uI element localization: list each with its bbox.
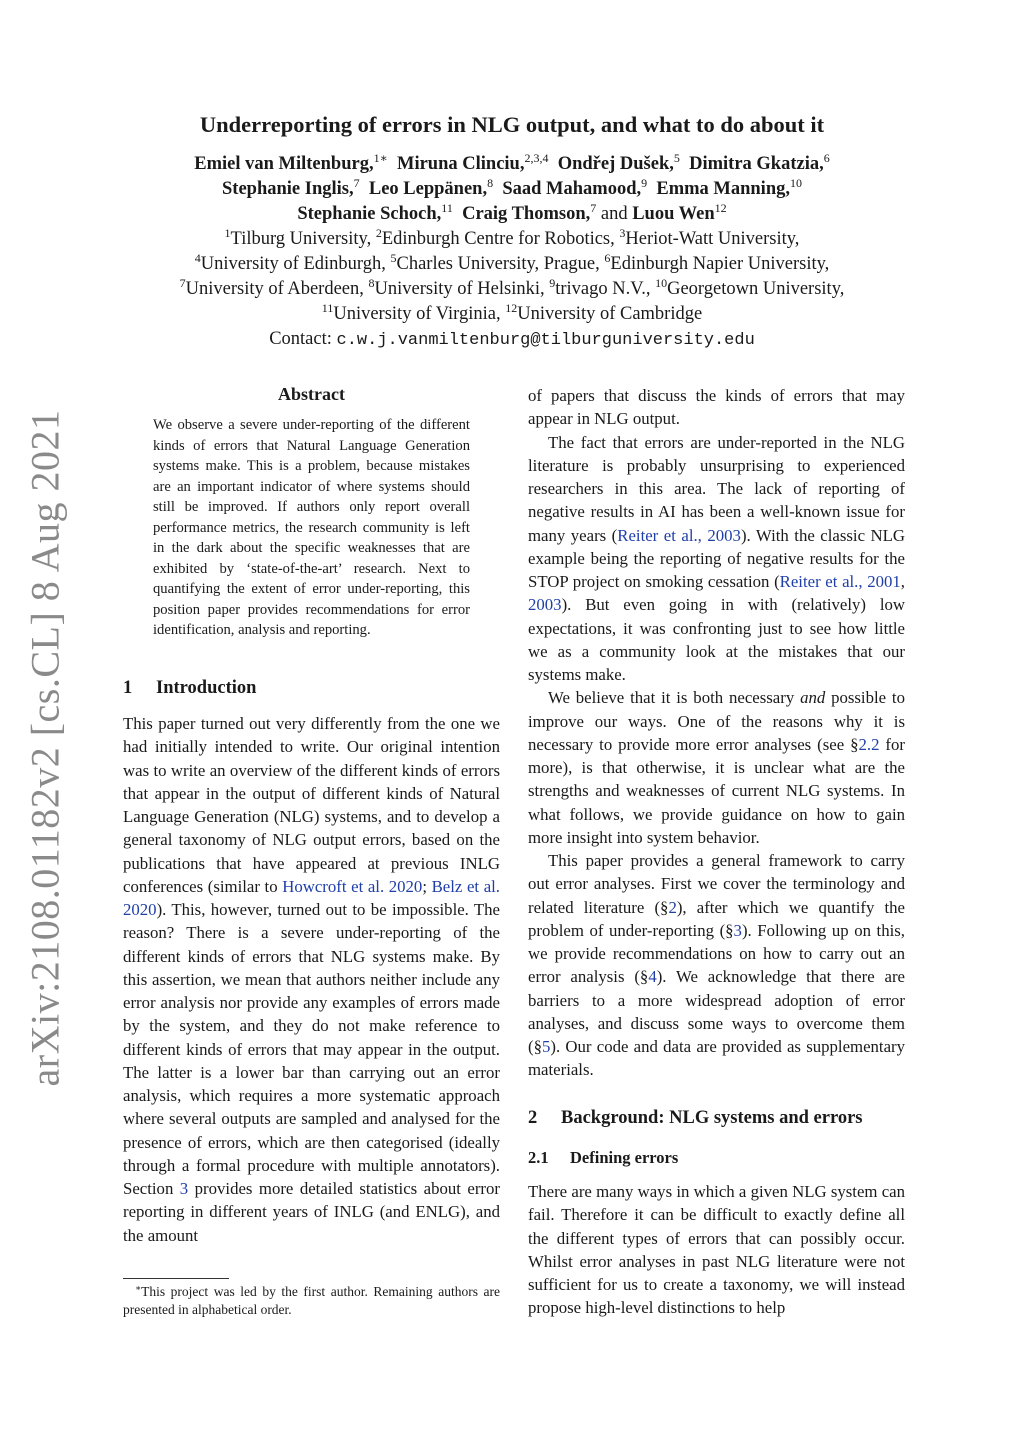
author-name: Emiel van Miltenburg, [194, 154, 374, 174]
author-name: Emma Manning, [656, 179, 790, 199]
author-line-1: Emiel van Miltenburg,$^{1∗}$ Miruna Clinciu,$^{2,3,4}$ Ondřej Dušek,$^5$ Dimitra Gkatzia,$^6$ [194, 151, 830, 174]
left-column [123, 712, 500, 1247]
affiliation-line-3: $^7$University of Aberdeen, $^8$University of Helsinki, $^9$trivago N.V., $^{10}$Georgetown University, [179, 276, 845, 299]
author-line-2: Stephanie Inglis,$^7$ Leo Leppänen,$^8$ Saad Mahamood,$^9$ Emma Manning,$^{10}$ [222, 176, 802, 199]
paragraph-continued: of papers that discuss the kinds of errors that may appear in NLG output. [528, 386, 905, 429]
author-name: Dimitra Gkatzia, [689, 154, 824, 174]
paragraph-necessary: We believe that it is both necessary and possible to improve our ways. One of the reasons why it is necessary to provide more error analyses (see §2.2 for more), is that otherwise, it is unclear what are the strengths and weaknesses of current NLG systems. In what follows, we provide guidance on how to gain more insight into system behavior. [528, 688, 905, 847]
citation-2003[interactable]: 2003 [528, 595, 562, 615]
citation-reiter-2003[interactable]: Reiter et al., 2003 [617, 525, 741, 545]
citation-belz[interactable]: Belz et al. 2020 [123, 876, 500, 919]
author-name: Craig Thomson, [462, 204, 591, 224]
author-name: Leo Leppänen, [368, 179, 488, 199]
author-name: Stephanie Inglis, [222, 179, 354, 199]
paragraph-underreported: The fact that errors are under-reported in the NLG literature is probably unsurprising to experienced researchers in this area. The lack of reporting of negative results in AI has been a well-known issue for many years (Reiter et al., 2003). With the classic NLG example being the reporting of negative results for the STOP project on smoking cessation (Reiter et al., 2001, 2003). But even going in with (relatively) low expectations, it was confronting just to see how little we as a community look at the mistakes that our systems make. [528, 432, 905, 684]
author-name: Miruna Clinciu, [397, 154, 525, 174]
section-ref-3[interactable]: 3 [733, 920, 742, 940]
contact-email[interactable]: c.w.j.vanmiltenburg@tilburguniversity.edu [336, 331, 755, 350]
author-line-3: Stephanie Schoch,$^{11}$ Craig Thomson,$^7$ and Luou Wen$^{12}$ [297, 201, 727, 224]
affiliation-line-1: $^1$Tilburg University, $^2$Edinburgh Centre for Robotics, $^3$Heriot-Watt University, [224, 226, 800, 249]
intro-paragraph: This paper turned out very differently from the one we had initially intended to write. Our original intention was to write an overview of the different kinds of errors that appear in the output of different kinds of Natural Language Generation (NLG) systems, and to develop a general taxonomy of NLG output errors, based on the publications that have appeared at previous INLG conferences (similar to Howcroft et al. 2020; Belz et al. 2020). This, however, turned out to be impossible. The reason? There is a severe under-reporting of the different kinds of errors that NLG systems make. By this assertion, we mean that authors neither include any error analysis nor provide any examples of errors made by the system, and they do not make reference to different kinds of errors that may appear in the output. The latter is a lower bar than carrying out an error analysis, which requires a more systematic approach where several outputs are sampled and analysed for the presence of errors, which are then categorised (ideally through a formal procedure with multiple annotators). Section 3 provides more detailed statistics about error reporting in different years of INLG (and ENLG), and the amount [123, 714, 500, 1245]
author-block [0, 152, 1024, 353]
abstract-text: We observe a severe under-reporting of the different kinds of errors that Natural Language Generation systems make. This is a problem, because mistakes are an important indicator of where systems should still be improved. If authors only report overall performance metrics, the research community is left in the dark about the specific weaknesses that are exhibited by ‘state-of-the-art’ research. Next to quantifying the extent of error under-reporting, this position paper provides recommendations for error identification, analysis and reporting. [153, 417, 470, 638]
paragraph-defining-errors: There are many ways in which a given NLG system can fail. Therefore it can be difficult to exactly define all the different types of errors that can possibly occur. Whilst error analyses in past NLG literature were not sufficient for us to create a taxonomy, we will instead propose high-level distinctions to help [528, 1182, 905, 1318]
affiliation-line-2: $^4$University of Edinburgh, $^5$Charles University, Prague, $^6$Edinburgh Napier University, [194, 251, 830, 274]
author-name: Luou Wen [632, 204, 715, 224]
author-name: Saad Mahamood, [502, 179, 642, 199]
paragraph-framework: This paper provides a general framework to carry out error analyses. First we cover the terminology and related literature (§2), after which we quantify the problem of under-reporting (§3). Following up on this, we provide recommendations on how to carry out an error analysis (§4). We acknowledge that there are barriers to a more widespread adoption of error analyses, and discuss some ways to overcome them (§5). Our code and data are provided as supplementary materials. [528, 851, 905, 1080]
subsection-heading-defining-errors: 2.1 Defining errors [528, 1148, 679, 1167]
citation-howcroft[interactable]: Howcroft et al. 2020 [282, 876, 423, 896]
arxiv-sidebar-id: arXiv:2108.01182v2 [cs.CL] 8 Aug 2021 [22, 409, 68, 1087]
citation-reiter-2001[interactable]: Reiter et al., 2001 [779, 572, 901, 591]
affiliation-line-4: $^{11}$University of Virginia, $^{12}$University of Cambridge [321, 301, 703, 324]
contact-line: Contact: c.w.j.vanmiltenburg@tilburguniversity.edu [269, 329, 755, 350]
section-ref-2[interactable]: 2 [668, 897, 677, 917]
right-column [528, 384, 905, 1082]
section-heading-introduction: 1 Introduction [123, 678, 257, 698]
section-ref-3[interactable]: 3 [179, 1179, 189, 1198]
footnote: ∗This project was led by the first author. Remaining authors are presented in alphabetical order. [123, 1283, 500, 1317]
section-ref-5[interactable]: 5 [541, 1037, 551, 1056]
section-heading-background: 2 Background: NLG systems and errors [528, 1108, 863, 1128]
section-ref-4[interactable]: 4 [648, 967, 657, 987]
section-ref-2-2[interactable]: 2.2 [858, 734, 880, 754]
paper-title: Underreporting of errors in NLG output, and what to do about it [199, 112, 825, 137]
abstract-heading: Abstract [278, 384, 345, 404]
author-name: Stephanie Schoch, [297, 204, 442, 224]
author-name: Ondřej Dušek, [557, 154, 674, 174]
footnote-rule [123, 1278, 229, 1279]
